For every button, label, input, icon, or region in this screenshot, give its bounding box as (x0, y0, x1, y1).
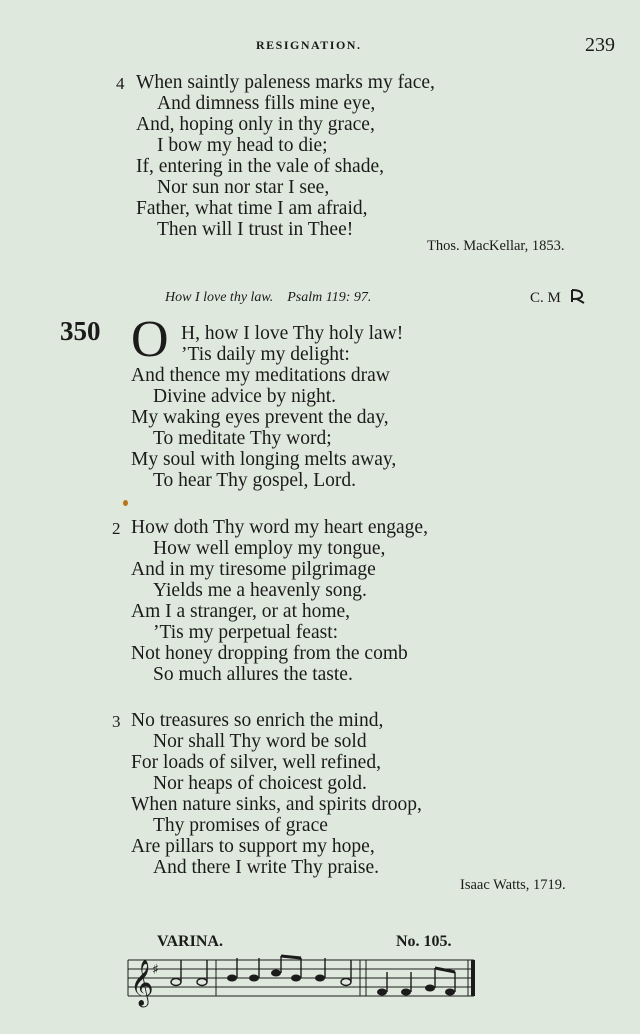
verse-line: ’Tis my perpetual feast: (153, 622, 339, 643)
music-staff (124, 952, 480, 1014)
attribution: Isaac Watts, 1719. (460, 877, 566, 893)
verse-line: Not honey dropping from the comb (131, 643, 408, 664)
verse-line: So much allures the taste. (153, 664, 353, 685)
running-head: RESIGNATION. (256, 38, 362, 52)
verse-number: 4 (116, 74, 125, 93)
ink-spot (123, 500, 128, 506)
verse-line: ’Tis daily my delight: (181, 344, 350, 365)
verse-line: Are pillars to support my hope, (131, 836, 375, 857)
hymn-meter (530, 288, 587, 307)
tune-number: No. 105. (396, 933, 452, 950)
verse-line: No treasures so enrich the mind, (131, 710, 384, 731)
verse-line: Am I a stranger, or at home, (131, 601, 351, 622)
verse-line: If, entering in the vale of shade, (136, 156, 384, 177)
hymn-scripture-ref: Psalm 119: 97. (287, 290, 372, 305)
drop-cap: O (131, 311, 169, 368)
verse-line: Then will I trust in Thee! (157, 219, 354, 240)
verse-line: How well employ my tongue, (153, 538, 386, 559)
verse-line: Yields me a heavenly song. (153, 580, 367, 601)
attribution: Thos. MacKellar, 1853. (427, 238, 565, 254)
verse-line: To meditate Thy word; (153, 428, 332, 449)
verse-line: When nature sinks, and spirits droop, (131, 794, 422, 815)
hymn-subtitle (165, 290, 371, 306)
verse-line: H, how I love Thy holy law! (181, 323, 404, 344)
verse-line: My soul with longing melts away, (131, 449, 397, 470)
verse-line: And thence my meditations draw (131, 365, 390, 386)
treble-clef-icon: 𝄞 (130, 960, 154, 1006)
verse-line: My waking eyes prevent the day, (131, 407, 389, 428)
verse-number: 2 (112, 519, 121, 538)
sharp-icon: ♯ (152, 962, 159, 978)
verse-line: Divine advice by night. (153, 386, 337, 407)
verse-line: Father, what time I am afraid, (136, 198, 368, 219)
hymn-number: 350 (60, 316, 101, 346)
verse-line: And in my tiresome pilgrimage (131, 559, 376, 580)
tune-name: VARINA. (157, 933, 223, 950)
verse-line: When saintly paleness marks my face, (136, 72, 435, 93)
verse-line: And there I write Thy praise. (153, 857, 379, 878)
page-number: 239 (585, 34, 615, 56)
verse-line: Nor heaps of choicest gold. (153, 773, 367, 794)
verse-line: Thy promises of grace (153, 815, 328, 836)
verse-line: And, hoping only in thy grace, (136, 114, 375, 135)
verse-number: 3 (112, 712, 121, 731)
hymn-subtitle-text: How I love thy law. (165, 290, 274, 305)
verse-line: How doth Thy word my heart engage, (131, 517, 428, 538)
meter-label: C. M (530, 290, 561, 306)
verse-line: For loads of silver, well refined, (131, 752, 381, 773)
repeat-mark-icon (569, 288, 587, 304)
verse-line: Nor shall Thy word be sold (153, 731, 367, 752)
verse-line: Nor sun nor star I see, (157, 177, 330, 198)
verse-line: And dimness fills mine eye, (157, 93, 376, 114)
verse-line: I bow my head to die; (157, 135, 328, 156)
verse-line: To hear Thy gospel, Lord. (153, 470, 356, 491)
